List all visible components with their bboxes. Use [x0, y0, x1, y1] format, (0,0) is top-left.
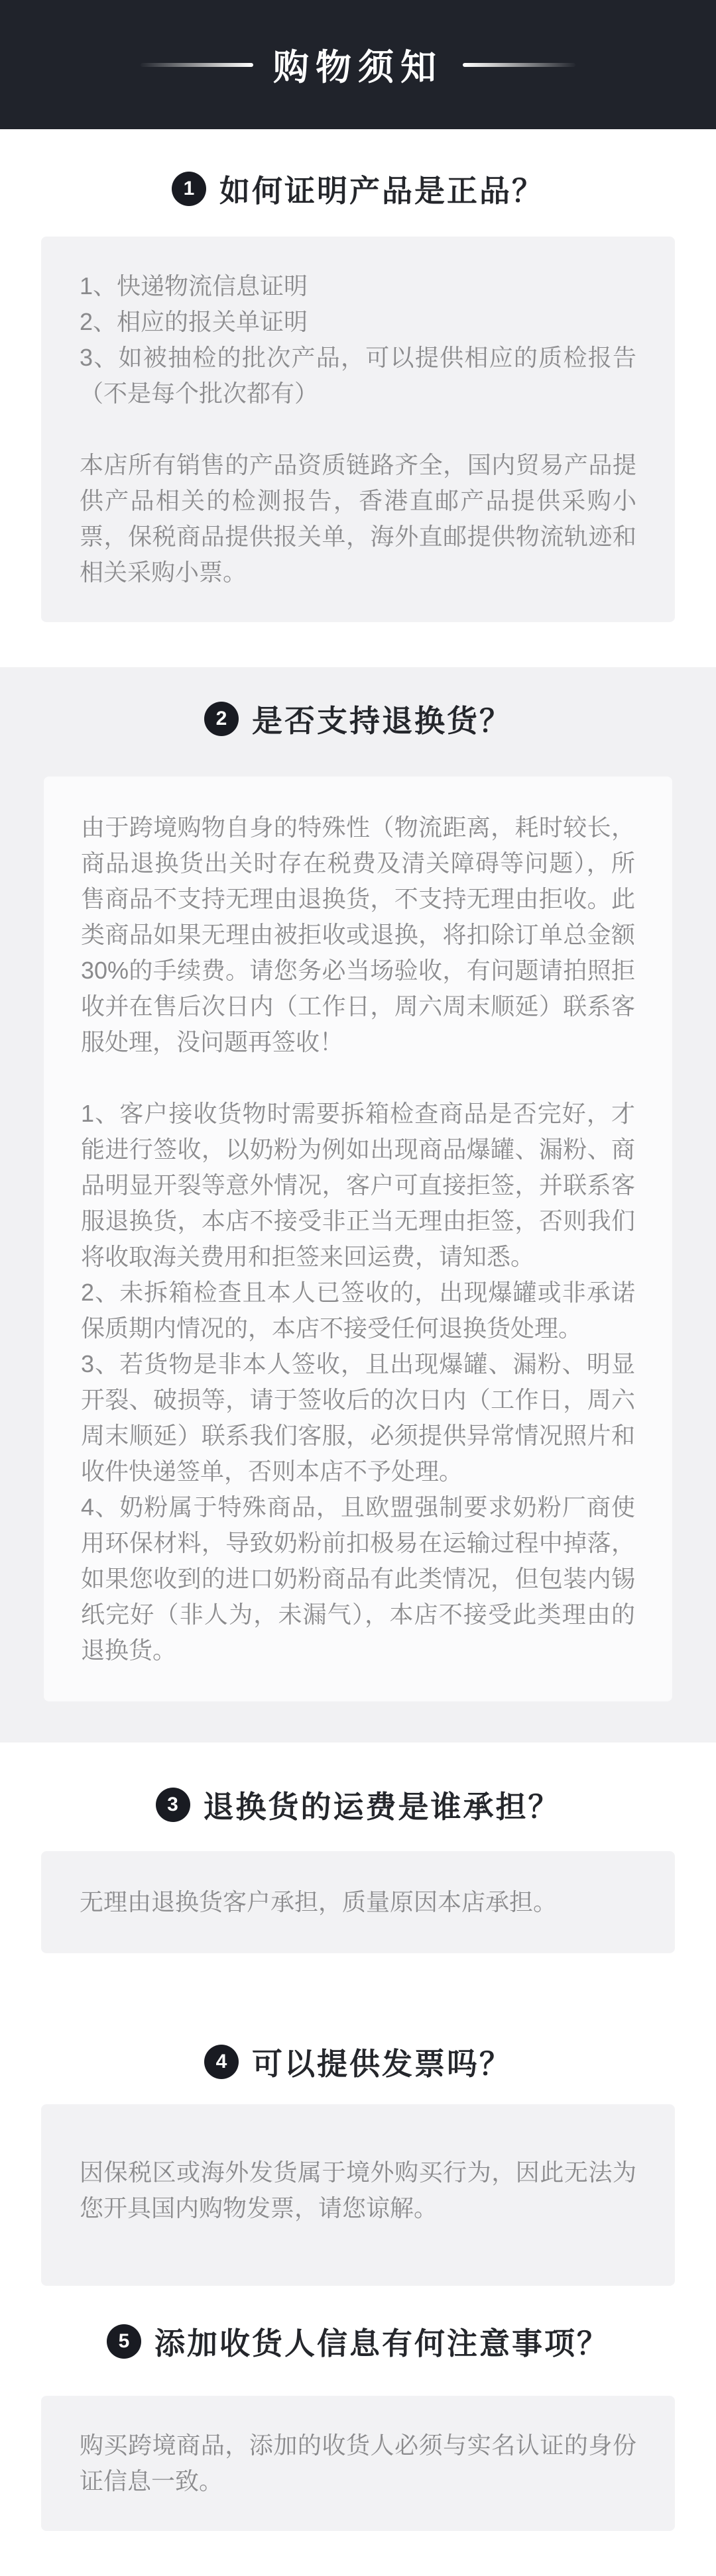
section-title-text: 是否支持退换货？	[252, 704, 512, 738]
consignee-text: 购买跨境商品，添加的收货人必须与实名认证的身份证信息一致。	[80, 2432, 636, 2495]
returns-rule-4: 4、奶粉属于特殊商品，且欧盟强制要求奶粉厂商使用环保材料，导致奶粉前扣极易在运输过程中掉落，如果您收到的进口奶粉商品有此类情况，但包装内锡纸完好（非人为，未漏气），本店不接受此类理由的退换货。	[81, 1493, 635, 1664]
number-badge-1: 1	[172, 172, 206, 206]
number-badge-2: 2	[204, 702, 239, 736]
returns-rule-1: 1、客户接收货物时需要拆箱检查商品是否完好，才能进行签收，以奶粉为例如出现商品爆罐、漏粉、商品明显开裂等意外情况，客户可直接拒签，并联系客服退换货，本店不接受非正当无理由拒签，否则我们将收取海关费用和拒签来回运费，请知悉。	[81, 1100, 635, 1270]
returns-rule-list	[81, 1096, 635, 1668]
section-shipping-fee-title	[0, 1784, 716, 1826]
proof-line-1: 1、快递物流信息证明	[80, 272, 308, 299]
section-authenticity-card	[41, 237, 675, 622]
returns-intro-paragraph: 由于跨境购物自身的特殊性（物流距离，耗时较长，商品退换货出关时存在税费及清关障碍等问题），所售商品不支持无理由退换货，不支持无理由拒收。此类商品如果无理由被拒收或退换，将扣除订单总金额30%的手续费。请您务必当场验收，有问题请拍照拒收并在售后次日内（工作日，周六周末顺延）联系客服处理，没问题再签收！	[81, 814, 635, 1055]
header-banner	[0, 0, 716, 129]
proof-list	[80, 268, 636, 411]
number-badge-5: 5	[107, 2324, 141, 2359]
invoice-text: 因保税区或海外发货属于境外购买行为，因此无法为您开具国内购物发票，请您谅解。	[80, 2159, 636, 2222]
shipping-fee-text: 无理由退换货客户承担，质量原因本店承担。	[80, 1888, 558, 1915]
proof-line-3: 3、如被抽检的批次产品，可以提供相应的质检报告（不是每个批次都有）	[80, 344, 636, 407]
section-invoice-title	[0, 2041, 716, 2083]
page-title: 购物须知	[273, 48, 443, 87]
section-title-text: 如何证明产品是正品？	[219, 174, 544, 208]
number-badge-4: 4	[204, 2045, 239, 2079]
section-returns-band	[0, 667, 716, 1743]
decorative-line-right	[463, 63, 575, 67]
authenticity-paragraph: 本店所有销售的产品资质链路齐全，国内贸易产品提供产品相关的检测报告，香港直邮产品提供采购小票，保税商品提供报关单，海外直邮提供物流轨迹和相关采购小票。	[80, 451, 636, 586]
returns-rule-3: 3、若货物是非本人签收，且出现爆罐、漏粉、明显开裂、破损等，请于签收后的次日内（工作日，周六周末顺延）联系我们客服，必须提供异常情况照片和收件快递签单，否则本店不予处理。	[81, 1350, 635, 1485]
section-shipping-fee-card	[41, 1851, 675, 1953]
section-consignee-title	[0, 2320, 716, 2363]
decorative-line-left	[141, 63, 253, 67]
section-invoice-card	[41, 2104, 675, 2286]
section-title-text: 添加收货人信息有何注意事项？	[154, 2326, 609, 2361]
section-returns-title	[0, 698, 716, 740]
returns-policy-card	[44, 777, 672, 1701]
number-badge-3: 3	[156, 1788, 190, 1822]
section-title-text: 可以提供发票吗？	[252, 2047, 512, 2081]
returns-rule-2: 2、未拆箱检查且本人已签收的，出现爆罐或非承诺保质期内情况的，本店不接受任何退换货处理。	[81, 1279, 635, 1342]
section-title-text: 退换货的运费是谁承担？	[203, 1790, 561, 1824]
proof-line-2: 2、相应的报关单证明	[80, 308, 308, 335]
section-authenticity-title	[0, 168, 716, 210]
section-consignee-card	[41, 2396, 675, 2531]
